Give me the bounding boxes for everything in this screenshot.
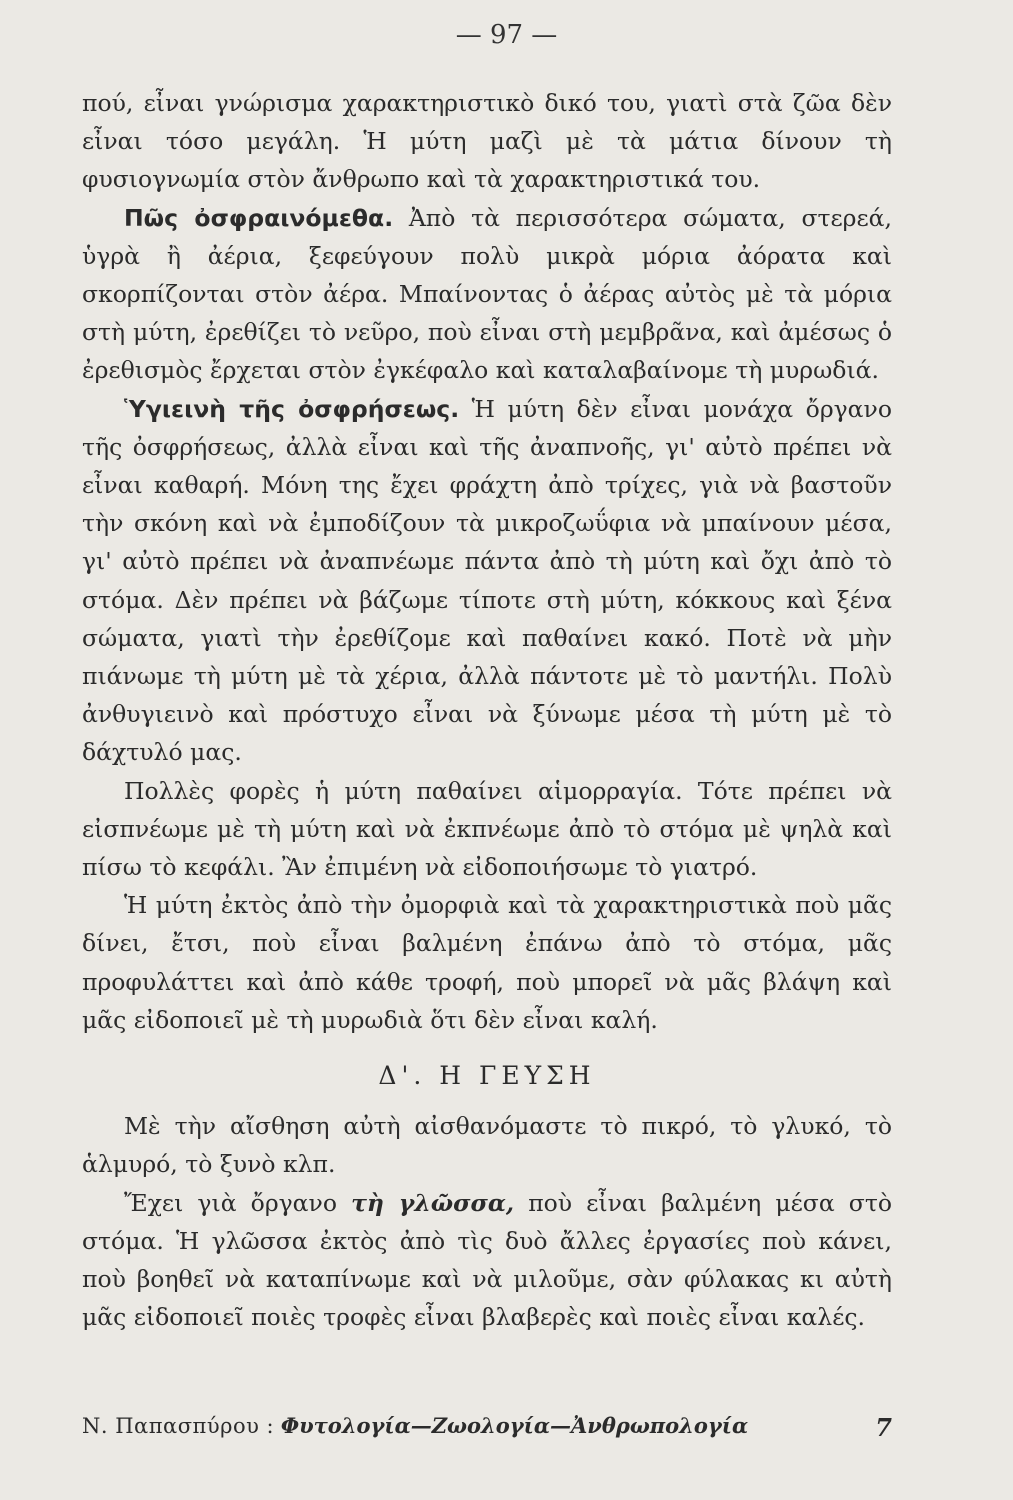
- page-footer: [82, 1413, 892, 1442]
- paragraph-text: Μὲ τὴν αἴσθηση αὐτὴ αἰσθανόμαστε τὸ πικρό, τὸ γλυκό, τὸ ἁλμυρό, τὸ ξυνὸ κλπ.: [82, 1112, 892, 1179]
- section-paragraph-2: [82, 1184, 892, 1337]
- paragraph-3: [82, 390, 892, 772]
- paragraph-1: [82, 84, 892, 199]
- paragraph-text: πού, εἶναι γνώρισμα χαρακτηριστικὸ δικό του, γιατὶ στὰ ζῶα δὲν εἶναι τόσο μεγάλη. Ἡ μύτη μαζὶ μὲ τὰ μάτια δίνουν τὴ φυσιογνωμία στὸν ἄνθρωπο καὶ τὰ χαρακτηριστικά του.: [82, 89, 892, 194]
- footer-left: [82, 1413, 748, 1442]
- footer-folio: 7: [875, 1413, 892, 1442]
- paragraph-text: Ἡ μύτη ἐκτὸς ἀπὸ τὴν ὀμορφιὰ καὶ τὰ χαρακτηριστικὰ ποὺ μᾶς δίνει, ἔτσι, ποὺ εἶναι βαλμένη ἐπάνω ἀπὸ τὸ στόμα, μᾶς προφυλάττει καὶ ἀπὸ κάθε τροφή, ποὺ μπορεῖ νὰ μᾶς βλάψη καὶ μᾶς εἰδοποιεῖ μὲ τὴ μυρωδιὰ ὅτι δὲν εἶναι καλή.: [82, 891, 892, 1034]
- paragraph-text: Ἀπὸ τὰ περισσότερα σώματα, στερεά, ὑγρὰ ἢ ἀέρια, ξεφεύγουν πολὺ μικρὰ μόρια ἀόρατα καὶ σκορπίζονται στὸν ἀέρα. Μπαίνοντας ὁ ἀέρας αὐτὸς μὲ τὰ μόρια στὴ μύτη, ἐρεθίζει τὸ νεῦρο, ποὺ εἶναι στὴ μεμβρᾶνα, καὶ ἀμέσως ὁ ἐρεθισμὸς ἔρχεται στὸν ἐγκέφαλο καὶ καταλαβαίνομε τὴ μυρωδιά.: [82, 203, 892, 385]
- body-text: [82, 84, 892, 1337]
- emphasis-text: τὴ γλῶσσα,: [351, 1188, 515, 1217]
- paragraph-4: [82, 772, 892, 887]
- paragraph-5: [82, 886, 892, 1039]
- paragraph-text: ποὺ εἶναι βαλμένη μέσα στὸ στόμα. Ἡ γλῶσσα ἐκτὸς ἀπὸ τὶς δυὸ ἄλλες ἐργασίες ποὺ κάνει, ποὺ βοηθεῖ νὰ καταπίνωμε καὶ νὰ μιλοῦμε, σὰν φύλακας κι αὐτὴ μᾶς εἰδοποιεῖ ποιὲς τροφὲς εἶναι βλαβερὲς καὶ ποιὲς εἶναι καλές.: [82, 1188, 892, 1332]
- paragraph-text: Πολλὲς φορὲς ἡ μύτη παθαίνει αἱμορραγία. Τότε πρέπει νὰ εἰσπνέωμε μὲ τὴ μύτη καὶ νὰ ἐκπνέωμε ἀπὸ τὸ στόμα μὲ ψηλὰ καὶ πίσω τὸ κεφάλι. Ἂν ἐπιμένη νὰ εἰδοποιήσωμε τὸ γιατρό.: [82, 776, 892, 882]
- paragraph-text: Ἡ μύτη δὲν εἶναι μονάχα ὄργανο τῆς ὀσφρήσεως, ἀλλὰ εἶναι καὶ τῆς ἀναπνοῆς, γι' αὐτὸ πρέπει νὰ εἶναι καθαρή. Μόνη της ἔχει φράχτη ἀπὸ τρίχες, γιὰ νὰ βαστοῦν τὴν σκόνη καὶ νὰ ἐμποδίζουν τὰ μικροζωΰφια νὰ μπαίνουν μέσα, γι' αὐτὸ πρέπει νὰ ἀναπνέωμε πάντα ἀπὸ τὴ μύτη καὶ ὄχι ἀπὸ τὸ στόμα. Δὲν πρέπει νὰ βάζωμε τίποτε στὴ μύτη, κόκκους καὶ ξένα σώματα, γιατὶ τὴν ἐρεθίζομε καὶ παθαίνει κακό. Ποτὲ νὰ μὴν πιάνωμε τὴ μύτη μὲ τὰ χέρια, ἀλλὰ πάντοτε μὲ τὸ μαντήλι. Πολὺ ἀνθυγιεινὸ καὶ πρόστυχο εἶναι νὰ ξύνωμε μέσα τὴ μύτη μὲ τὸ δάχτυλό μας.: [82, 394, 892, 767]
- section-heading: Δ'. Η ΓΕΥΣΗ: [378, 1061, 596, 1091]
- section-paragraph-1: [82, 1107, 892, 1183]
- page-number: — 97 —: [455, 20, 558, 50]
- footer-authors: Ν. Παπασπύρου :: [82, 1414, 275, 1438]
- paragraph-lead: Ὑγιεινὴ τῆς ὀσφρήσεως.: [124, 394, 460, 423]
- paragraph-text: Ἔχει γιὰ ὄργανο: [124, 1188, 352, 1217]
- paragraph-2: [82, 199, 892, 390]
- footer-title: Φυτολογία—Ζωολογία—Ἀνθρωπολογία: [280, 1413, 749, 1438]
- paragraph-lead: Πῶς ὀσφραινόμεθα.: [124, 203, 394, 232]
